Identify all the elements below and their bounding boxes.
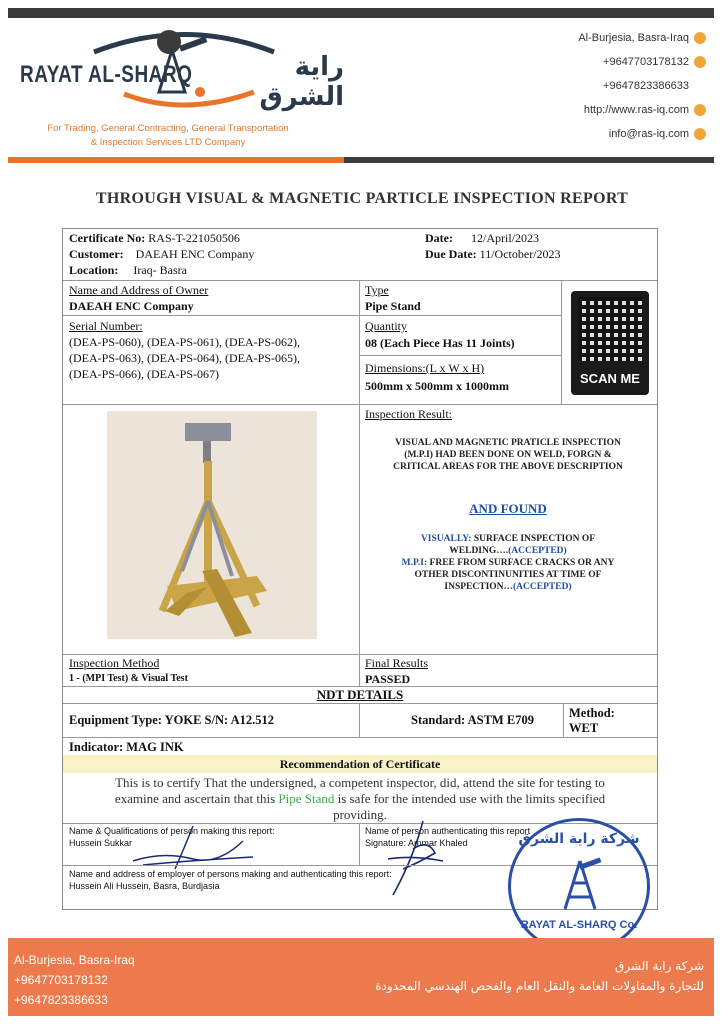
- method-type-value: WET: [569, 721, 599, 735]
- stamp-derrick-icon: [555, 857, 605, 913]
- location-row: Location: Iraq- Basra: [69, 263, 187, 277]
- serial-line2: (DEA-PS-063), (DEA-PS-064), (DEA-PS-065),: [69, 351, 300, 365]
- divider: [359, 315, 561, 316]
- divider: [563, 703, 564, 737]
- report-title: THROUGH VISUAL & MAGNETIC PARTICLE INSPECTION REPORT: [95, 190, 629, 207]
- footer-phone2[interactable]: +9647823386633: [14, 993, 108, 1007]
- company-logo: [14, 22, 344, 152]
- contact-phone1[interactable]: +9647703178132: [506, 52, 706, 76]
- authenticator-name: Signature: Ammar Khaled: [365, 838, 468, 848]
- type-label: Type: [365, 283, 389, 297]
- brand-name-ar: راية الشرق: [259, 52, 344, 112]
- method-label: Inspection Method: [69, 656, 160, 670]
- footer-bar: [8, 938, 714, 1016]
- divider: [63, 404, 657, 405]
- authenticator-label: Name of person authenticating this report: [365, 826, 531, 836]
- owner-label: Name and Address of Owner: [69, 283, 209, 297]
- footer-ar-line2: للتجارة والمقاولات العامة والنقل العام والفحص الهندسي المحدودة: [375, 979, 704, 993]
- inspector-label: Name & Qualifications of person making this report:: [69, 826, 275, 836]
- indicator: Indicator: MAG INK: [69, 740, 184, 754]
- due-date-row: Due Date: 11/October/2023: [425, 247, 561, 261]
- company-stamp: شركة راية الشرق RAYAT AL-SHARQ Co.: [508, 818, 650, 954]
- qr-code-icon: [578, 297, 642, 361]
- inspection-result-text: VISUAL AND MAGNETIC PRATICLE INSPECTION (M.P.I) HAD BEEN DONE ON WELD, FORGN & CRITICAL AREAS FOR THE ABOVE DESCRIPTION: [393, 438, 623, 472]
- divider: [359, 703, 360, 737]
- report-table: [62, 228, 658, 910]
- contact-address: Al-Burjesia, Basra-Iraq: [506, 28, 706, 52]
- method-value: 1 - (MPI Test) & Visual Test: [69, 673, 188, 684]
- pipe-stand-photo: [107, 411, 317, 639]
- type-value: Pipe Stand: [365, 299, 421, 313]
- contact-website[interactable]: http://www.ras-iq.com: [506, 100, 706, 124]
- header-contacts: [506, 28, 706, 148]
- contact-phone2[interactable]: +9647823386633: [603, 80, 689, 92]
- customer-row: Customer: DAEAH ENC Company: [69, 247, 255, 261]
- divider: [63, 280, 657, 281]
- dimensions-label: Dimensions:(L x W x H): [365, 361, 485, 375]
- owner-value: DAEAH ENC Company: [69, 299, 194, 313]
- divider: [561, 280, 562, 404]
- serial-line1: (DEA-PS-060), (DEA-PS-061), (DEA-PS-062),: [69, 335, 300, 349]
- inspector-name: Hussein Sukkar: [69, 838, 133, 848]
- tagline-line1: For Trading, General Contracting, General Transportation: [47, 123, 289, 134]
- inspection-result-label: Inspection Result:: [365, 407, 452, 421]
- company-tagline: [18, 122, 318, 150]
- date-row: Date: 12/April/2023: [425, 231, 539, 245]
- method-type-label: Method:: [569, 706, 615, 720]
- final-results-value: PASSED: [365, 672, 411, 686]
- divider: [359, 654, 360, 686]
- divider: [359, 355, 561, 356]
- divider: [63, 737, 657, 738]
- certificate-row: Certificate No: RAS-T-221050506: [69, 231, 240, 245]
- divider: [359, 404, 360, 654]
- divider: [359, 823, 360, 865]
- footer-ar-line1: شركة راية الشرق: [615, 959, 704, 973]
- pipe-stand-illustration: [107, 411, 317, 639]
- divider: [63, 654, 657, 655]
- divider: [63, 315, 359, 316]
- footer-contacts: [14, 950, 135, 1010]
- scan-me-label: SCAN ME: [580, 371, 640, 386]
- serial-line3: (DEA-PS-066), (DEA-PS-067): [69, 367, 219, 381]
- mail-icon: [694, 128, 706, 140]
- standard: Standard: ASTM E709: [411, 713, 534, 727]
- recommendation-title: Recommendation of Certificate: [63, 755, 657, 773]
- employer-label: Name and address of employer of persons making and authenticating this report:: [69, 869, 392, 879]
- equipment-type: Equipment Type: YOKE S/N: A12.512: [69, 713, 275, 727]
- and-found-heading: AND FOUND: [469, 501, 547, 516]
- contact-email[interactable]: info@ras-iq.com: [506, 124, 706, 148]
- divider: [359, 280, 360, 404]
- ndt-details-title: NDT DETAILS: [316, 687, 404, 702]
- serial-label: Serial Number:: [69, 319, 143, 333]
- final-results-label: Final Results: [365, 656, 429, 670]
- phone-icon: [694, 56, 706, 68]
- footer-company-ar: [264, 956, 704, 996]
- brand-name-en: RAYAT AL-SHARQ: [20, 62, 193, 89]
- footer-phone1[interactable]: +9647703178132: [14, 973, 108, 987]
- quantity-label: Quantity: [365, 319, 407, 333]
- quantity-value: 08 (Each Piece Has 11 Joints): [365, 336, 515, 350]
- top-bar: [8, 8, 714, 18]
- globe-icon: [694, 104, 706, 116]
- header-divider-orange: [8, 157, 344, 163]
- inspector-signature: [123, 821, 263, 871]
- qr-code[interactable]: [571, 291, 649, 395]
- footer-address: Al-Burjesia, Basra-Iraq: [14, 953, 135, 967]
- certification-statement: This is to certify That the undersigned, a competent inspector, did, attend the site for testing to examine and ascertain that this Pipe Stand is safe for the intended use with the limits specified providing.: [114, 775, 606, 822]
- authenticator-signature: [373, 819, 463, 899]
- dimensions-value: 500mm x 500mm x 1000mm: [365, 379, 509, 393]
- employer-value: Hussein Ali Hussein, Basra, Burdjasia: [69, 881, 220, 891]
- location-pin-icon: [694, 32, 706, 44]
- divider: [63, 703, 657, 704]
- tagline-line2: & Inspection Services LTD Company: [90, 137, 246, 148]
- visual-mpi-findings: VISUALLY: SURFACE INSPECTION OF WELDING….(ACCEPTED) M.P.I: FREE FROM SURFACE CRACKS OR ANY OTHER DISCONTINUNITIES AT TIME OF INSPECTION…(ACCEPTED): [401, 534, 615, 592]
- header-divider-dark: [344, 157, 714, 163]
